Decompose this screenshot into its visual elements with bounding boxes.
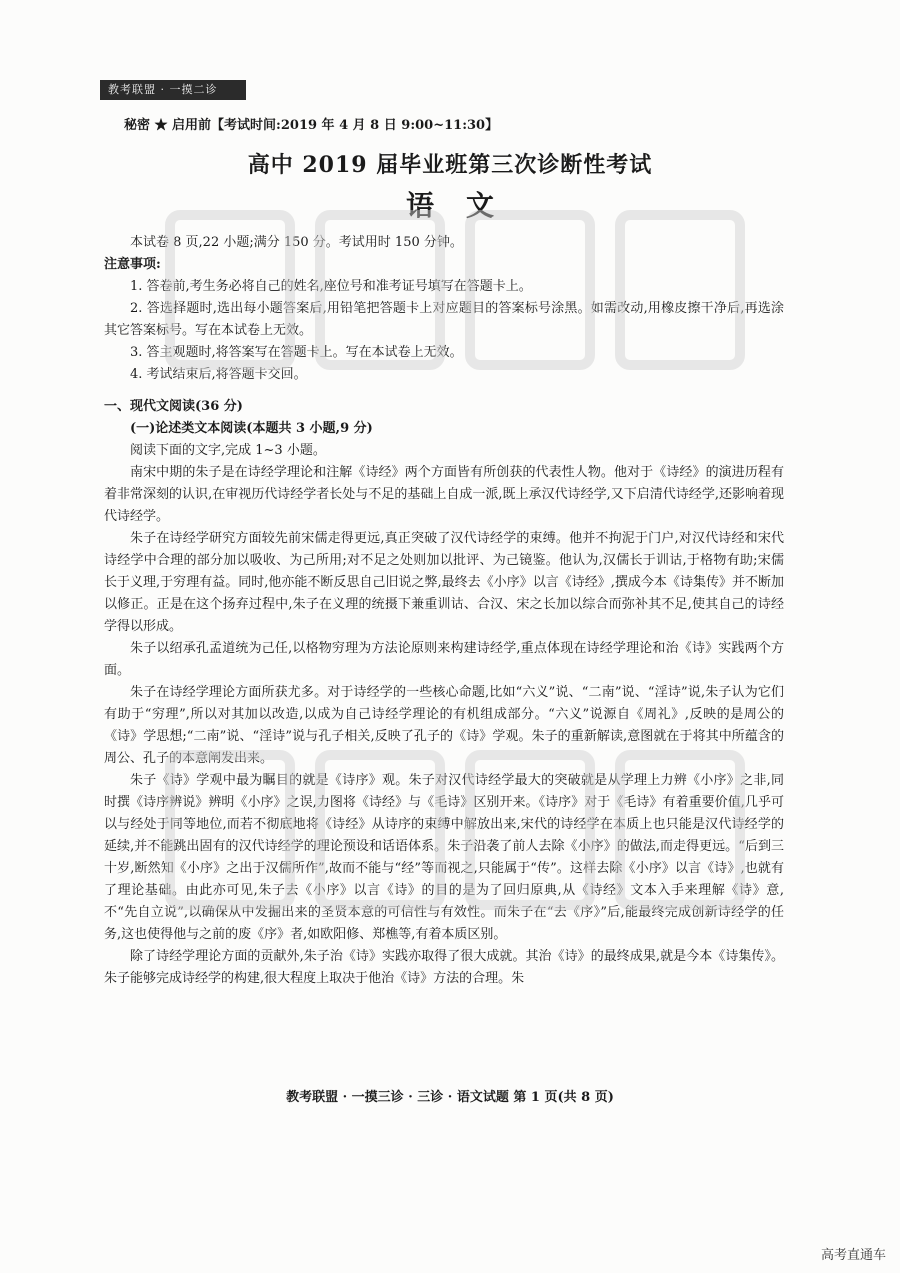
page-title: 高中 2019 届毕业班第三次诊断性考试 [247,152,653,178]
notice-heading: 注意事项: [104,257,161,272]
reading-paragraph: 除了诗经学理论方面的贡献外,朱子治《诗》实践亦取得了很大成就。其治《诗》的最终成果,就是今本《诗集传》。朱子能够完成诗经学的构建,很大程度上取决于他治《诗》方法的合理。朱 [104,949,784,986]
secret-line: 秘密 ★ 启用前【考试时间:2019 年 4 月 8 日 9:00~11:30】 [124,118,499,133]
reading-paragraph: 南宋中期的朱子是在诗经学理论和注解《诗经》两个方面皆有所创获的代表性人物。他对于《诗经》的演进历程有着非常深刻的认识,在审视历代诗经学者长处与不足的基础上自成一派,既上承汉代诗经学,又下启清代诗经学,还影响着现代诗经学。 [104,465,784,524]
reading-paragraph: 朱子在诗经学理论方面所获尤多。对于诗经学的一些核心命题,比如“六义”说、“二南”说、“淫诗”说,朱子认为它们有助于“穷理”,所以对其加以改造,以成为自己诗经学理论的有机组成部分。“六义”说源自《周礼》,反映的是周公的《诗》学思想;“二南”说、“淫诗”说与孔子相关,反映了孔子的《诗》学观。朱子的重新解读,意图就在于将其中所蕴含的周公、孔子的本意阐发出来。 [104,685,784,766]
reading-instruction: 阅读下面的文字,完成 1~3 小题。 [130,443,326,458]
subject-title: 语文 [405,189,526,222]
exam-body [104,232,784,990]
header-tag: 教考联盟 · 一摸二诊 [100,80,246,100]
intro-text: 本试卷 8 页,22 小题;满分 150 分。考试用时 150 分钟。 [130,235,463,250]
corner-logo: 高考直通车 [820,1248,886,1263]
notice-item: 2. 答选择题时,选出每小题答案后,用铅笔把答题卡上对应题目的答案标号涂黑。如需改动,用橡皮擦干净后,再选涂其它答案标号。写在本试卷上无效。 [104,301,784,338]
notice-item: 1. 答卷前,考生务必将自己的姓名,座位号和准考证号填写在答题卡上。 [130,279,532,294]
notice-item: 3. 答主观题时,将答案写在答题卡上。写在本试卷上无效。 [130,345,463,360]
subsection-heading: (一)论述类文本阅读(本题共 3 小题,9 分) [130,421,373,436]
page-footer: 教考联盟 · 一摸三诊 · 三诊 · 语文试题 第 1 页(共 8 页) [286,1090,614,1105]
reading-paragraph: 朱子以绍承孔孟道统为己任,以格物穷理为方法论原则来构建诗经学,重点体现在诗经学理论和治《诗》实践两个方面。 [104,641,784,678]
reading-paragraph: 朱子在诗经学研究方面较先前宋儒走得更远,真正突破了汉代诗经学的束缚。他并不拘泥于门户,对汉代诗经和宋代诗经学中合理的部分加以吸收、为己所用;对不足之处则加以批评、为己镜鉴。他认为,汉儒长于训诂,于格物有助;宋儒长于义理,于穷理有益。同时,他亦能不断反思自己旧说之弊,最终去《小序》以言《诗经》,撰成今本《诗集传》并不断加以修正。正是在这个扬弃过程中,朱子在义理的统摄下兼重训诂、合汉、宋之长加以综合而弥补其不足,使其自己的诗经学得以形成。 [104,531,784,634]
reading-paragraph: 朱子《诗》学观中最为瞩目的就是《诗序》观。朱子对汉代诗经学最大的突破就是从学理上力辨《小序》之非,同时撰《诗序辨说》辨明《小序》之误,力图将《诗经》与《毛诗》区别开来。《诗序》对于《毛诗》有着重要价值,几乎可以与经处于同等地位,而若不彻底地将《诗经》从诗序的束缚中解放出来,宋代的诗经学在本质上也只能是汉代诗经学的延续,并不能跳出固有的汉代诗经学的理论预设和话语体系。朱子沿袭了前人去除《小序》的做法,而走得更远。“后到三十岁,断然知《小序》之出于汉儒所作”,故而不能与“经”等而视之,只能属于“传”。这样去除《小序》以言《诗》,也就有了理论基础。由此亦可见,朱子去《小序》以言《诗》的目的是为了回归原典,从《诗经》文本入手来理解《诗》意,不“先自立说”,以确保从中发掘出来的圣贤本意的可信性与有效性。而朱子在“去《序》”后,能最终完成创新诗经学的任务,这也使得他与之前的废《序》者,如欧阳修、郑樵等,有着本质区别。 [104,773,784,942]
section-heading: 一、现代文阅读(36 分) [104,399,243,414]
notice-item: 4. 考试结束后,将答题卡交回。 [130,367,307,382]
